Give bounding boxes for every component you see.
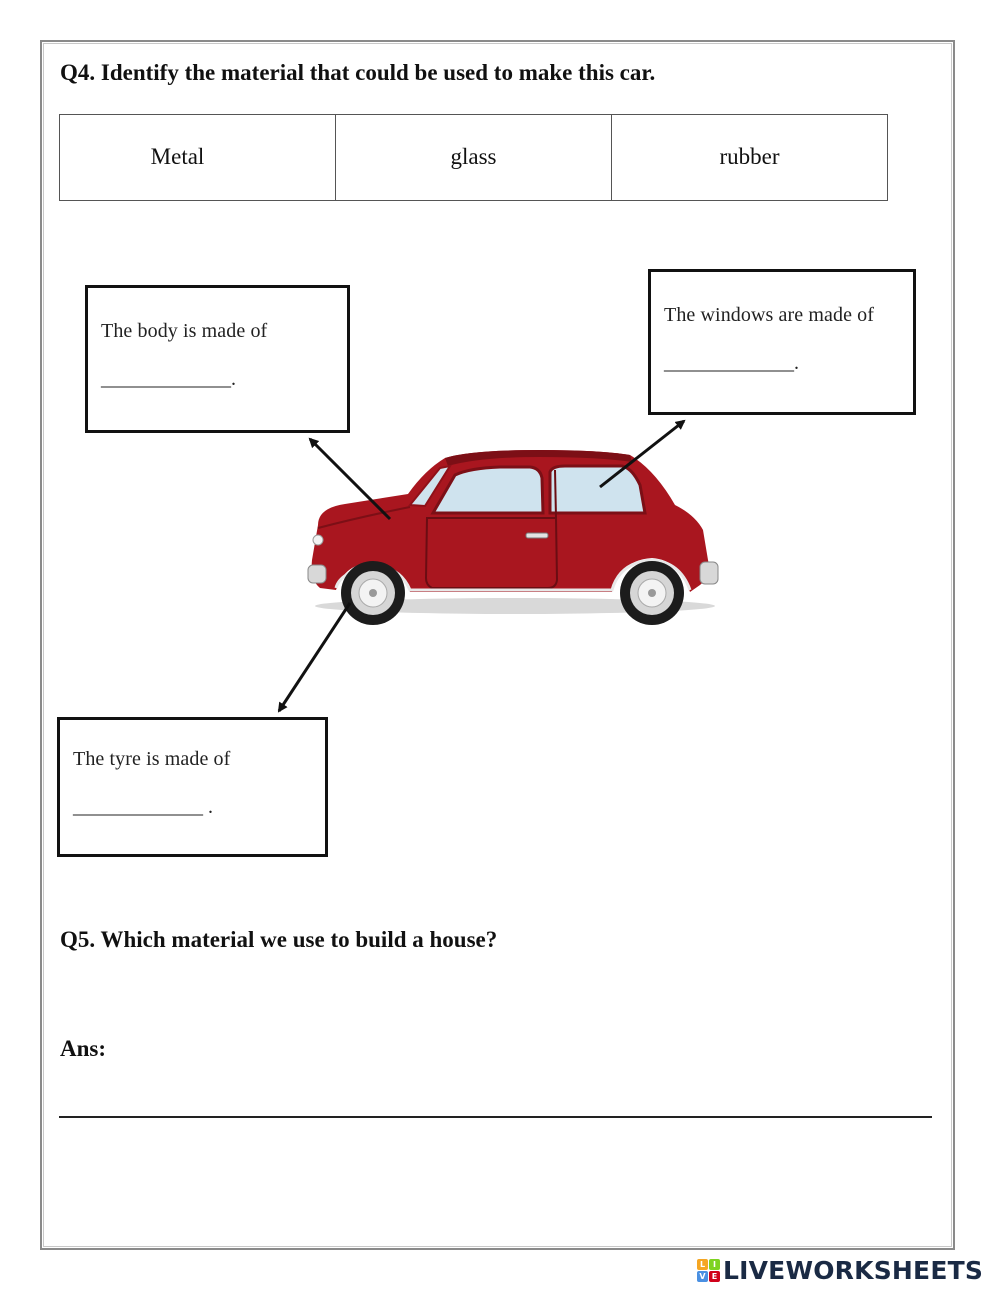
liveworksheets-logo[interactable] bbox=[697, 1254, 983, 1286]
door-handle bbox=[526, 533, 548, 538]
label-box-windows bbox=[648, 269, 916, 415]
logo-letter: I bbox=[709, 1259, 720, 1270]
logo-letter: V bbox=[697, 1271, 708, 1282]
logo-letter: L bbox=[697, 1259, 708, 1270]
rear-bumper bbox=[700, 562, 718, 584]
choice-glass[interactable]: glass bbox=[336, 115, 612, 201]
rear-wheel bbox=[620, 561, 684, 625]
logo-text: LIVEWORKSHEETS bbox=[723, 1255, 984, 1285]
logo-letter: E bbox=[709, 1271, 720, 1282]
logo-mark-icon bbox=[697, 1259, 720, 1282]
choice-rubber[interactable]: rubber bbox=[612, 115, 888, 201]
front-wheel bbox=[341, 561, 405, 625]
body-answer-blank[interactable]: _____________. bbox=[101, 368, 236, 390]
label-box-tyre bbox=[57, 717, 328, 857]
question-4-title: Q4. Identify the material that could be used to make this car. bbox=[60, 60, 656, 85]
windows-label-text: The windows are made of bbox=[664, 304, 875, 326]
body-label-text: The body is made of bbox=[101, 320, 268, 342]
car-rear-window bbox=[550, 466, 645, 513]
answer-line[interactable] bbox=[59, 1116, 932, 1118]
car-illustration bbox=[300, 410, 740, 730]
material-choices-table bbox=[59, 114, 888, 201]
answer-label: Ans: bbox=[60, 1036, 107, 1061]
tyre-label-text: The tyre is made of bbox=[73, 748, 231, 770]
car-b-pillar bbox=[555, 470, 556, 518]
tyre-answer-blank[interactable]: _____________ . bbox=[73, 796, 213, 818]
question-5-title: Q5. Which material we use to build a house? bbox=[60, 927, 498, 952]
choice-metal[interactable]: Metal bbox=[60, 115, 336, 201]
front-bumper bbox=[308, 565, 326, 583]
windows-answer-blank[interactable]: _____________. bbox=[664, 352, 799, 374]
headlight bbox=[313, 535, 323, 545]
